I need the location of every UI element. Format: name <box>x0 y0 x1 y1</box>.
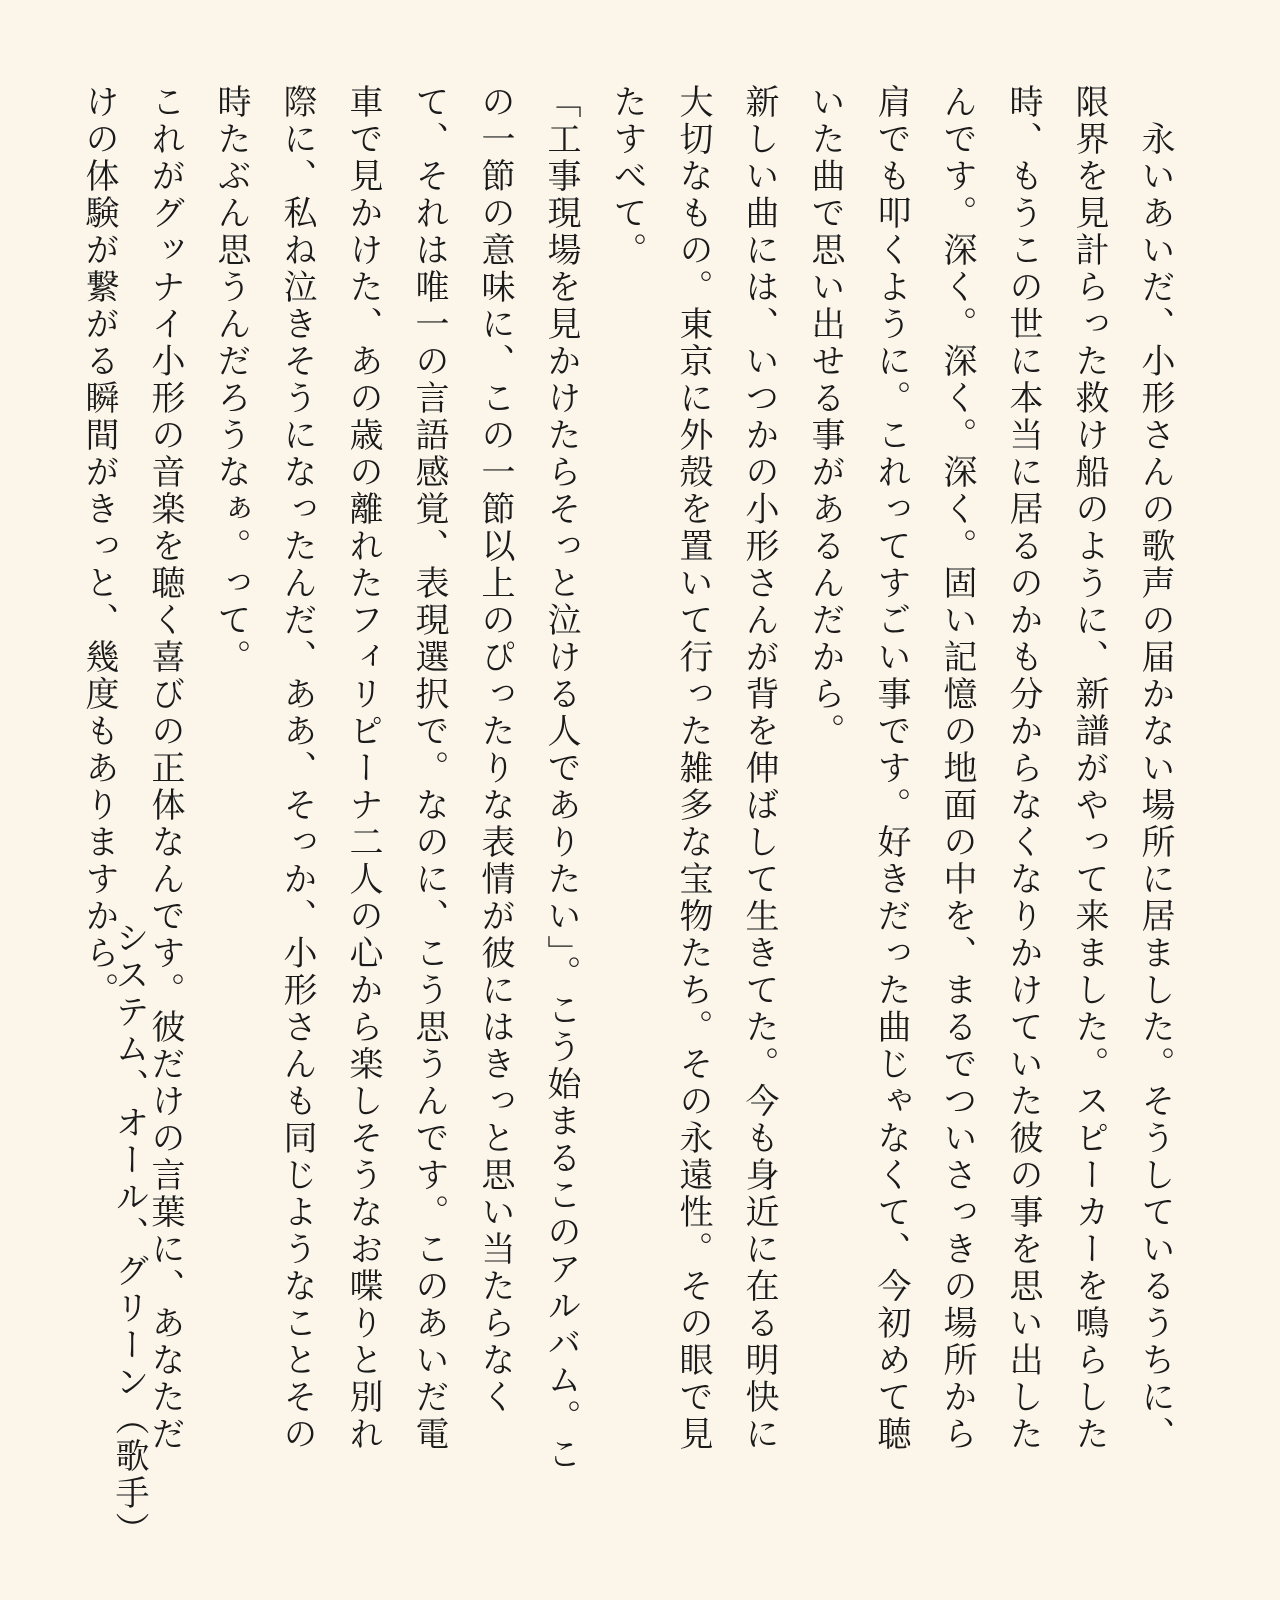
paragraph-2: 新しい曲には、いつかの小形さんが背を伸ばして生きてた。今も身近に在る明快に大切なもの。東京に外殻を置いて行った雑多な宝物たち。その永遠性。その眼で見たすべて。 <box>607 84 779 1453</box>
paragraph-3: 「工事現場を見かけたらそっと泣ける人でありたい」。こう始まるこのアルバム。この一節の意味に、この一節以上のぴったりな表情が彼にはきっと思い当たらなくて、それは唯一の言語感覚、表現選択で。なのに、こう思うんです。このあいだ電車で見かけた、あの歳の離れたフィリピーナ二人の心から楽しそうなお喋りと別れ際に、私ね泣きそうになったんだ、ああ、そっか、小形さんも同じようなことその時たぶん思うんだろうなぁ。って。 <box>211 84 581 1473</box>
paragraph-4: これがグッナイ小形の音楽を聴く喜びの正体なんです。彼だけの言葉に、あなただけの体験が繋がる瞬間がきっと、幾度もありますから。 <box>79 84 185 1453</box>
author-signature: システム、オール、グリーン（歌手） <box>109 920 149 1549</box>
paragraph-1: 永いあいだ、小形さんの歌声の届かない場所に居ました。そうしているうちに、限界を見計らった救け船のように、新譜がやって来ました。スピーカーを鳴らした時、もうこの世に本当に居るのかも分からなくなりかけていた彼の事を思い出したんです。深く。深く。深く。固い記憶の地面の中を、まるでついさっきの場所から肩でも叩くように。これってすごい事です。好きだった曲じゃなくて、今初めて聴いた曲で思い出せる事があるんだから。 <box>805 84 1175 1453</box>
review-body <box>66 84 1188 1484</box>
